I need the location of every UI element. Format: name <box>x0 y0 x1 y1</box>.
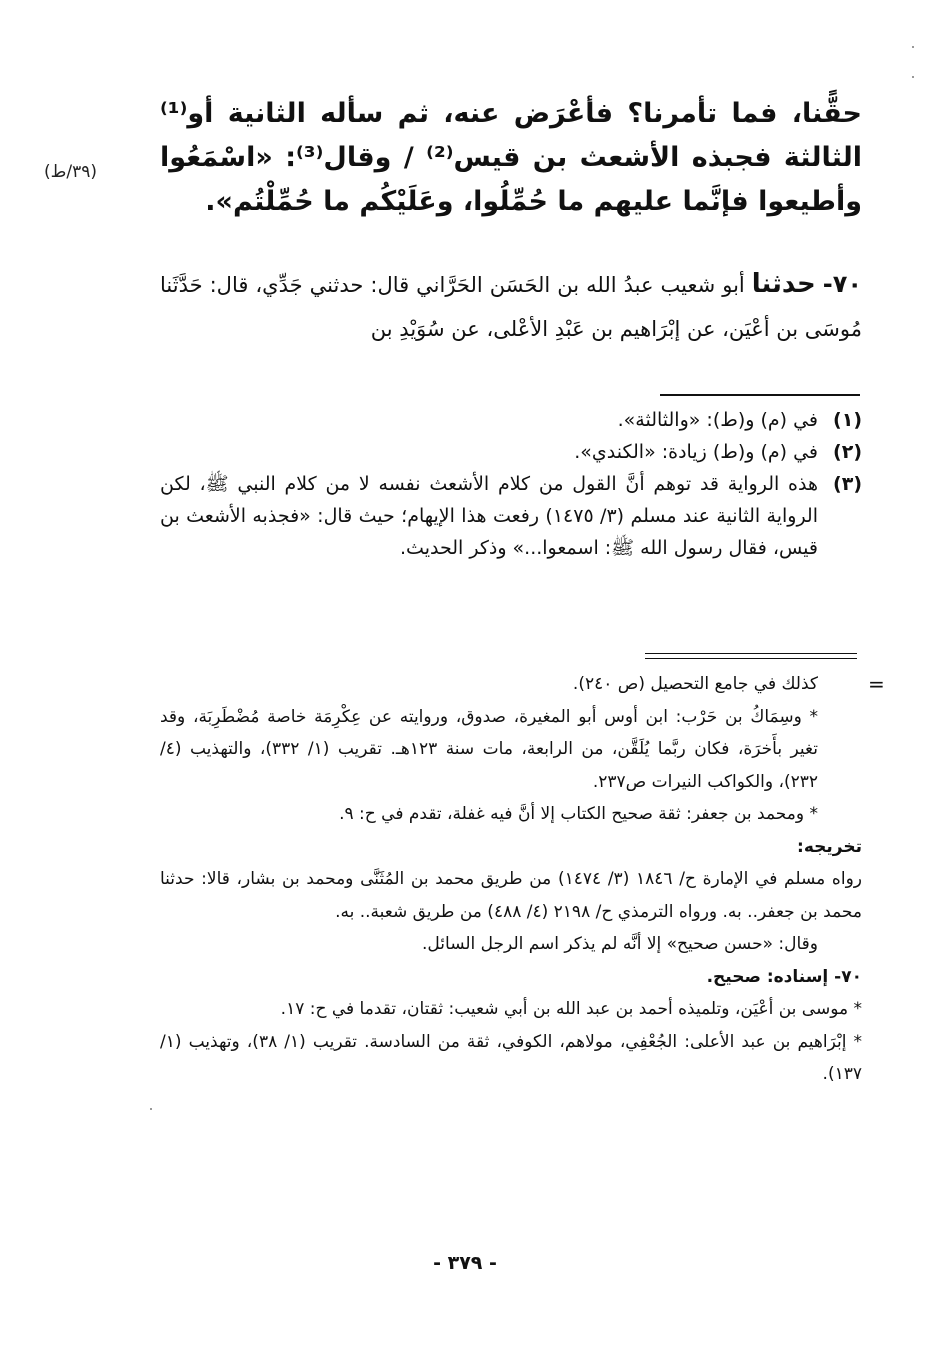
scan-speck <box>150 1108 152 1110</box>
page-number: - ٣٧٩ - <box>433 1252 497 1274</box>
hadith-70 <box>160 262 862 351</box>
footnote <box>160 468 862 564</box>
commentary-separator <box>645 653 857 659</box>
footnote-text: في (م) و(ط): «والثالثة». <box>617 409 818 431</box>
footnote-text: في (م) و(ط) زيادة: «الكندي». <box>574 441 818 463</box>
commentary-line: رواه مسلم في الإمارة ح/ ١٨٤٦ (٣/ ١٤٧٤) من طريق محمد بن المُثَنَّى ومحمد بن بشار، قالا: حدثنا محمد بن جعفر.. به. ورواه الترمذي ح/ ٢١٩٨ (٤/ ٤٨٨) من طريق شعبة.. به. <box>160 869 862 922</box>
hadith-chain-text: أبو شعيب عبدُ الله بن الحَسَن الحَرَّاني قال: حدثني جَدِّي، قال: حَدَّثَنا مُوسَى بن أعْيَن، عن إبْرَاهيم بن عَبْدِ الأعْلى، عن سُوَيْدِ بن <box>160 273 862 341</box>
footnote-number: (٢) <box>833 441 862 463</box>
footnote-separator <box>660 394 860 396</box>
scan-speck <box>912 46 914 48</box>
footnote-number: (٣) <box>833 473 862 495</box>
margin-page-reference: (٣٩/ط) <box>44 162 97 182</box>
footnote <box>160 404 862 436</box>
commentary-line: كذلك في جامع التحصيل (ص ٢٤٠). <box>572 674 818 694</box>
footnote-text: هذه الرواية قد توهم أنَّ القول من كلام الأشعث نفسه لا من كلام النبي ﷺ، لكن الرواية الثانية عند مسلم (٣/ ١٤٧٥) رفعت هذا الإيهام؛ حيث قال: «فجذبه الأشعث بن قيس، فقال رسول الله ﷺ: اسمعوا...» وذكر الحديث. <box>160 473 818 559</box>
commentary-notes <box>160 668 862 1091</box>
footnotes <box>160 404 862 564</box>
hadith-number: ٧٠- <box>822 270 862 298</box>
continuation-mark: = <box>868 672 885 696</box>
commentary-heading: ٧٠- إسناده: صحيح. <box>706 966 862 987</box>
commentary-line: * إبْرَاهيم بن عبد الأعلى: الجُعْفِي، مولاهم، الكوفي، ثقة من السادسة. تقريب (١/ ٣٨)، وتهذيب (١/ ١٣٧). <box>160 1031 863 1084</box>
commentary-line: * ومحمد بن جعفر: ثقة صحيح الكتاب إلا أنَّ فيه غفلة، تقدم في ح: ٩. <box>339 804 818 824</box>
footnote <box>160 436 862 468</box>
scan-speck <box>912 76 914 78</box>
hadith-opening-word: حدثنا <box>751 269 816 299</box>
footnote-number: (١) <box>833 409 862 431</box>
commentary-line: * وسِمَاكُ بن حَرْب: ابن أوس أبو المغيرة، صدوق، وروايته عن عِكْرِمَة خاصة مُضْطَرِبَة، وقد تغير بأَخرَة، فكان ربَّما يُلَقَّن، من الرابعة، مات سنة ١٢٣هـ. تقريب (١/ ٣٣٢)، والتهذيب (٤/ ٢٣٢)، والكواكب النيرات ص٢٣٧. <box>160 706 818 792</box>
commentary-line: * موسى بن أعْيَن، وتلميذه أحمد بن عبد الله بن أبي شعيب: ثقتان، تقدما في ح: ١٧. <box>280 999 862 1019</box>
main-hadith-text: حقًّنا، فما تأمرنا؟ فأعْرَض عنه، ثم سأله الثانية أو⁽¹⁾ الثالثة فجبذه الأشعث بن قيس⁽²⁾ / وقال⁽³⁾: «اسْمَعُوا وأطيعوا فإنَّما عليهم ما حُمِّلُوا، وعَلَيْكُم ما حُمِّلْتُم». <box>160 98 863 217</box>
commentary-line: وقال: «حسن صحيح» إلا أنَّه لم يذكر اسم الرجل السائل. <box>422 934 818 954</box>
commentary-heading: تخريجه: <box>797 836 862 857</box>
